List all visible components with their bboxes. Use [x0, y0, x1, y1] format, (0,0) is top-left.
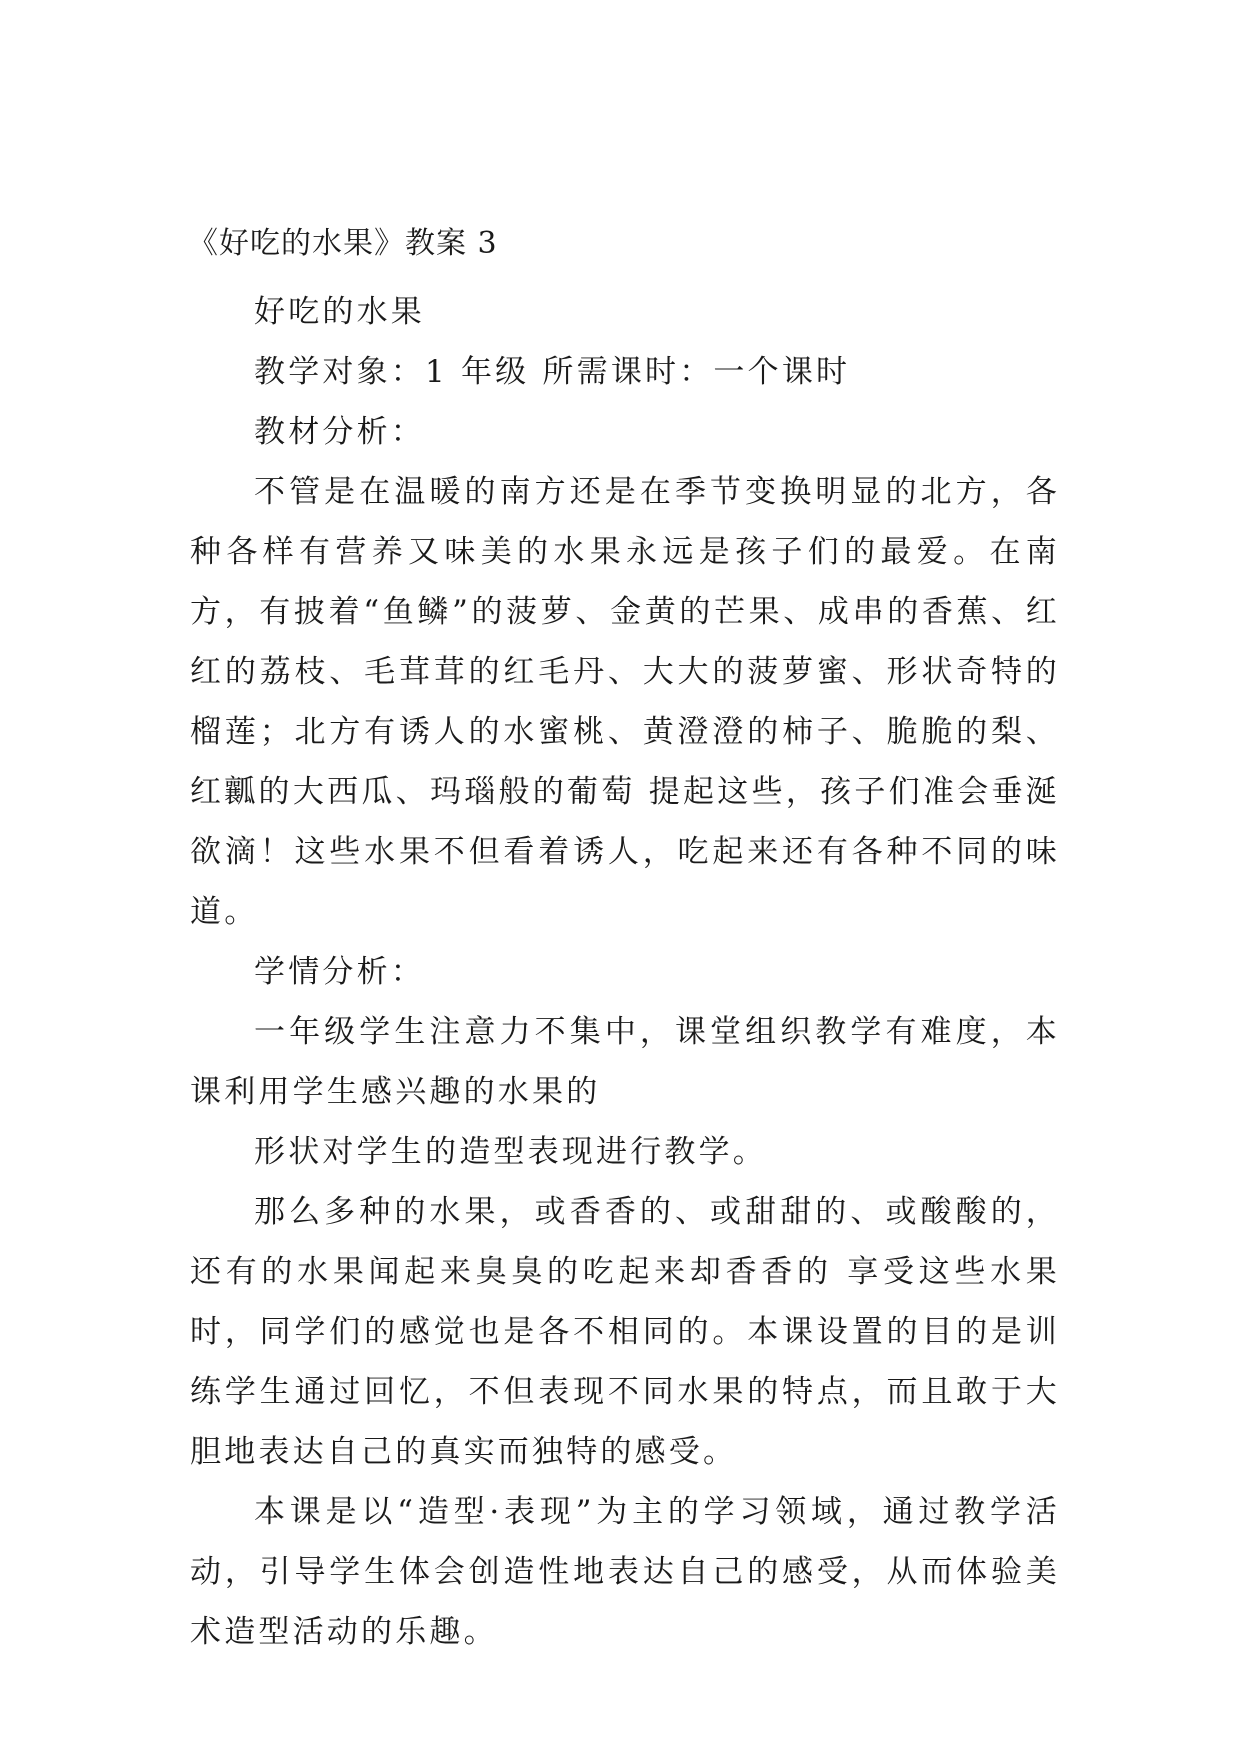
paragraph-learning-domain: 本课是以“造型·表现”为主的学习领域，通过教学活动，引导学生体会创造性地表达自己的感受，从而体验美术造型活动的乐趣。 [190, 1494, 1060, 1650]
lesson-name: 好吃的水果 [254, 294, 425, 330]
document-body [190, 282, 1060, 1662]
paragraph-material-analysis: 不管是在温暖的南方还是在季节变换明显的北方，各种各样有营养又味美的水果永远是孩子们的最爱。在南方，有披着“鱼鳞”的菠萝、金黄的芒果、成串的香蕉、红红的荔枝、毛茸茸的红毛丹、大大的菠萝蜜、形状奇特的榴莲；北方有诱人的水蜜桃、黄澄澄的柿子、脆脆的梨、红瓤的大西瓜、玛瑙般的葡萄 提起这些，孩子们准会垂涎欲滴！这些水果不但看着诱人，吃起来还有各种不同的味道。 [190, 474, 1060, 930]
lesson-meta: 教学对象：1 年级 所需课时：一个课时 [254, 354, 851, 390]
section-heading-student-analysis: 学情分析： [254, 954, 425, 990]
section-heading-material-analysis: 教材分析： [254, 414, 425, 450]
paragraph-student-analysis-continued: 形状对学生的造型表现进行教学。 [254, 1134, 767, 1170]
paragraph-lesson-purpose: 那么多种的水果，或香香的、或甜甜的、或酸酸的，还有的水果闻起来臭臭的吃起来却香香的 享受这些水果时，同学们的感觉也是各不相同的。本课设置的目的是训练学生通过回忆，不但表现不同水果的特点，而且敢于大胆地表达自己的真实而独特的感受。 [190, 1194, 1060, 1470]
paragraph-student-analysis: 一年级学生注意力不集中，课堂组织教学有难度，本课利用学生感兴趣的水果的 [190, 1014, 1060, 1110]
document-title: 《好吃的水果》教案 3 [188, 226, 498, 261]
